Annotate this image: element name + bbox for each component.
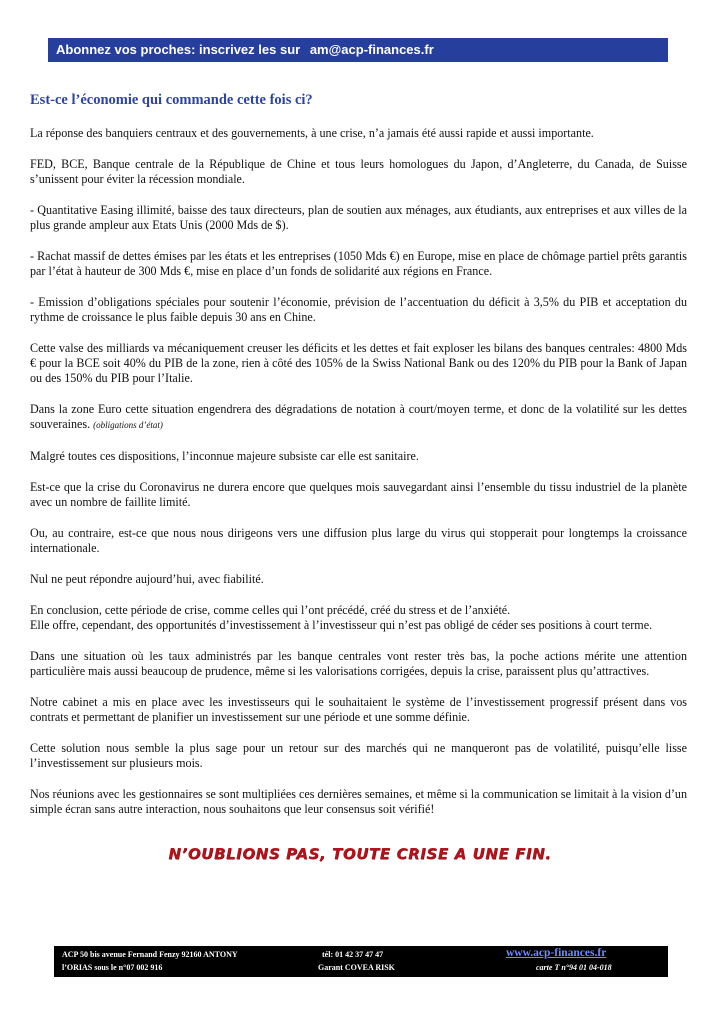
footer-orias: l’ORIAS sous le n°07 002 916 <box>62 963 163 972</box>
footer-website-link[interactable]: www.acp-finances.fr <box>506 947 607 959</box>
paragraph-rates: Dans une situation où les taux administrés par les banque centrales vont rester très bas, la poche actions mérite une attention particulière mais aussi beaucoup de prudence, même si les valorisations corrigées, depuis la crise, paraissent plus qu’attractives. <box>30 649 687 678</box>
article-title: Est-ce l’économie qui commande cette fois ci? <box>30 92 313 108</box>
footer-card: carte T n°94 01 04-018 <box>536 963 612 972</box>
paragraph-solution: Cette solution nous semble la plus sage pour un retour sur des marchés qui ne manqueront pas de volatilité, puisqu’elle lisse l’investissement sur plusieurs mois. <box>30 741 687 770</box>
paragraph-unknown: Malgré toutes ces dispositions, l’inconnue majeure subsiste car elle est sanitaire. <box>30 449 419 463</box>
conclusion-line-1: En conclusion, cette période de crise, comme celles qui l’ont précédé, créé du stress et de l’anxiété. <box>30 603 511 617</box>
paragraph-coronavirus: Est-ce que la crise du Coronavirus ne durera encore que quelques mois sauvegardant ainsi l’ensemble du tissu industriel de la planète avec un nombre de faillite limité. <box>30 480 687 509</box>
euro-zone-text: Dans la zone Euro cette situation engendrera des dégradations de notation à court/moyen terme, et donc de la volatilité sur les dettes souveraines. <box>30 402 687 431</box>
paragraph-conclusion <box>30 603 687 633</box>
paragraph-billions: Cette valse des milliards va mécaniquement creuser les déficits et les dettes et fait exploser les bilans des banques centrales: 4800 Mds € pour la BCE soit 40% du PIB de la zone, rien à côté des 105% de la Swiss National Bank ou des 120% du PIB pour la Bank of Japan ou des 150% du PIB pour l’Italie. <box>30 341 687 385</box>
paragraph-euro-zone <box>30 402 687 433</box>
footer-address: ACP 50 bis avenue Fernand Fenzy 92160 ANTONY <box>62 950 238 959</box>
obligations-note: (obligations d’état) <box>93 420 163 430</box>
paragraph-china-measures: - Emission d’obligations spéciales pour soutenir l’économie, prévision de l’accentuation du déficit à 3,5% du PIB et acceptation du rythme de croissance le plus faible depuis 30 ans en Chine. <box>30 295 687 324</box>
paragraph-usa-measures: - Quantitative Easing illimité, baisse des taux directeurs, plan de soutien aux ménages, aux étudiants, aux entreprises et aux villes de la plus grande ampleur aux Etats Unis (2000 Mds de $). <box>30 203 687 232</box>
paragraph-central-banks: FED, BCE, Banque centrale de la République de Chine et tous leurs homologues du Japon, d’Angleterre, du Canada, de Suisse s’unissent pour éviter la récession mondiale. <box>30 157 687 186</box>
paragraph-cabinet: Notre cabinet a mis en place avec les investisseurs qui le souhaitaient le système de l’investissement progressif présent dans vos contrats et permettant de planifier un investissement sur une période et une somme définie. <box>30 695 687 724</box>
article-body <box>30 126 687 833</box>
paragraph-diffusion: Ou, au contraire, est-ce que nous nous dirigeons vers une diffusion plus large du virus qui stopperait pour longtemps la croissance internationale. <box>30 526 687 555</box>
banner-text: Abonnez vos proches: inscrivez les sur <box>56 42 301 57</box>
paragraph-meetings: Nos réunions avec les gestionnaires se sont multipliées ces dernières semaines, et même si la communication se limitait à la vision d’un simple écran sans autre interaction, nous souhaitons que leur consensus soit vérifié! <box>30 787 687 816</box>
slogan: N’OUBLIONS PAS, TOUTE CRISE A UNE FIN. <box>168 845 552 863</box>
paragraph-intro: La réponse des banquiers centraux et des gouvernements, à une crise, n’a jamais été aussi rapide et aussi importante. <box>30 126 594 140</box>
subscribe-banner <box>48 38 668 62</box>
footer-phone: tél: 01 42 37 47 47 <box>322 950 384 959</box>
subscribe-email-link[interactable]: am@acp-finances.fr <box>309 42 434 57</box>
paragraph-europe-measures: - Rachat massif de dettes émises par les états et les entreprises (1050 Mds €) en Europe, mise en place de chômage partiel prêts garantis par l’état à hauteur de 300 Mds €, mise en place d’un fonds de solidarité aux régions en France. <box>30 249 687 278</box>
footer <box>54 946 668 977</box>
conclusion-line-2: Elle offre, cependant, des opportunités d’investissement à l’investisseur qui n’est pas obligé de céder ses positions à court terme. <box>30 618 653 632</box>
footer-guarantee: Garant COVEA RISK <box>318 963 395 972</box>
paragraph-no-answer: Nul ne peut répondre aujourd’hui, avec fiabilité. <box>30 572 264 586</box>
